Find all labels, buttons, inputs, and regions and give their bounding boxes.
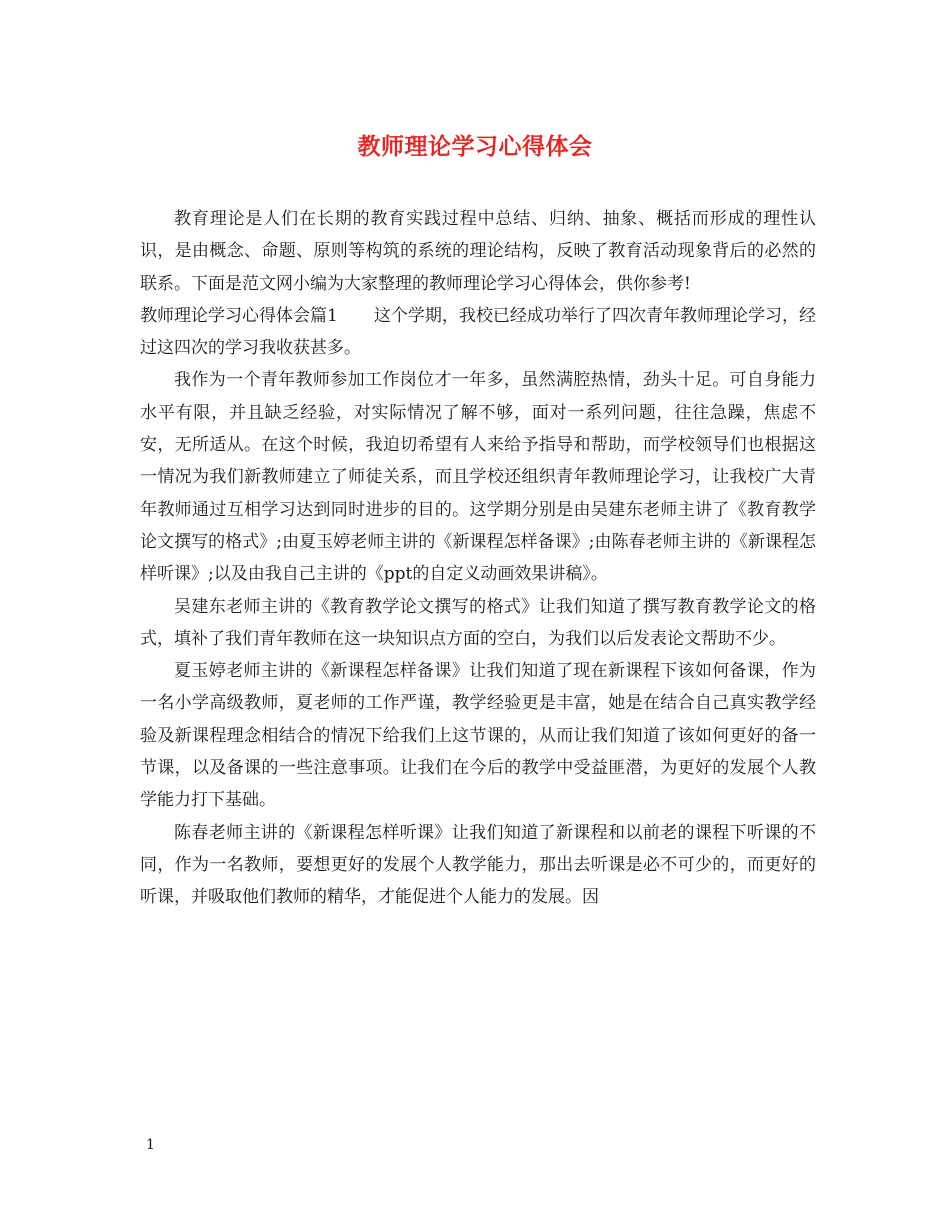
section-paragraph bbox=[140, 300, 816, 365]
section-heading: 教师理论学习心得体会篇1 bbox=[140, 305, 338, 326]
body-paragraph-1: 我作为一个青年教师参加工作岗位才一年多，虽然满腔热情，劲头十足。可自身能力水平有限，并且缺乏经验，对实际情况了解不够，面对一系列问题，往往急躁，焦虑不安，无所适从。在这个时候，我迫切希望有人来给予指导和帮助，而学校领导们也根据这一情况为我们新教师建立了师徒关系，而且学校还组织青年教师理论学习，让我校广大青年教师通过互相学习达到同时进步的目的。这学期分别是由吴建东老师主讲了《教育教学论文撰写的格式》;由夏玉婷老师主讲的《新课程怎样备课》;由陈春老师主讲的《新课程怎样听课》;以及由我自己主讲的《ppt的自定义动画效果讲稿》。 bbox=[140, 370, 816, 585]
body-paragraph-3: 夏玉婷老师主讲的《新课程怎样备课》让我们知道了现在新课程下该如何备课，作为一名小学高级教师，夏老师的工作严谨，教学经验更是丰富，她是在结合自己真实教学经验及新课程理念相结合的情况下给我们上这节课的，从而让我们知道了该如何更好的备一节课，以及备课的一些注意事项。让我们在今后的教学中受益匪潜，为更好的发展个人教学能力打下基础。 bbox=[140, 661, 816, 811]
section-first-text: 这个学期，我校已经成功举行了四次青年教师理论学习，经过这四次的学习我收获甚多。 bbox=[140, 305, 816, 359]
body-paragraph-4: 陈春老师主讲的《新课程怎样听课》让我们知道了新课程和以前老的课程下听课的不同，作为一名教师，要想更好的发展个人教学能力，那出去听课是必不可少的，而更好的听课，并吸取他们教师的精华，才能促进个人能力的发展。因 bbox=[140, 822, 816, 908]
document-title: 教师理论学习心得体会 bbox=[357, 133, 593, 160]
document-body bbox=[140, 203, 816, 914]
body-paragraph-2: 吴建东老师主讲的《教育教学论文撰写的格式》让我们知道了撰写教育教学论文的格式，填补了我们青年教师在这一块知识点方面的空白，为我们以后发表论文帮助不少。 bbox=[140, 596, 816, 649]
page-number: 1 bbox=[146, 1137, 155, 1153]
intro-paragraph: 教育理论是人们在长期的教育实践过程中总结、归纳、抽象、概括而形成的理性认识，是由概念、命题、原则等构筑的系统的理论结构，反映了教育活动现象背后的必然的联系。下面是范文网小编为大家整理的教师理论学习心得体会，供你参考! bbox=[140, 209, 816, 294]
